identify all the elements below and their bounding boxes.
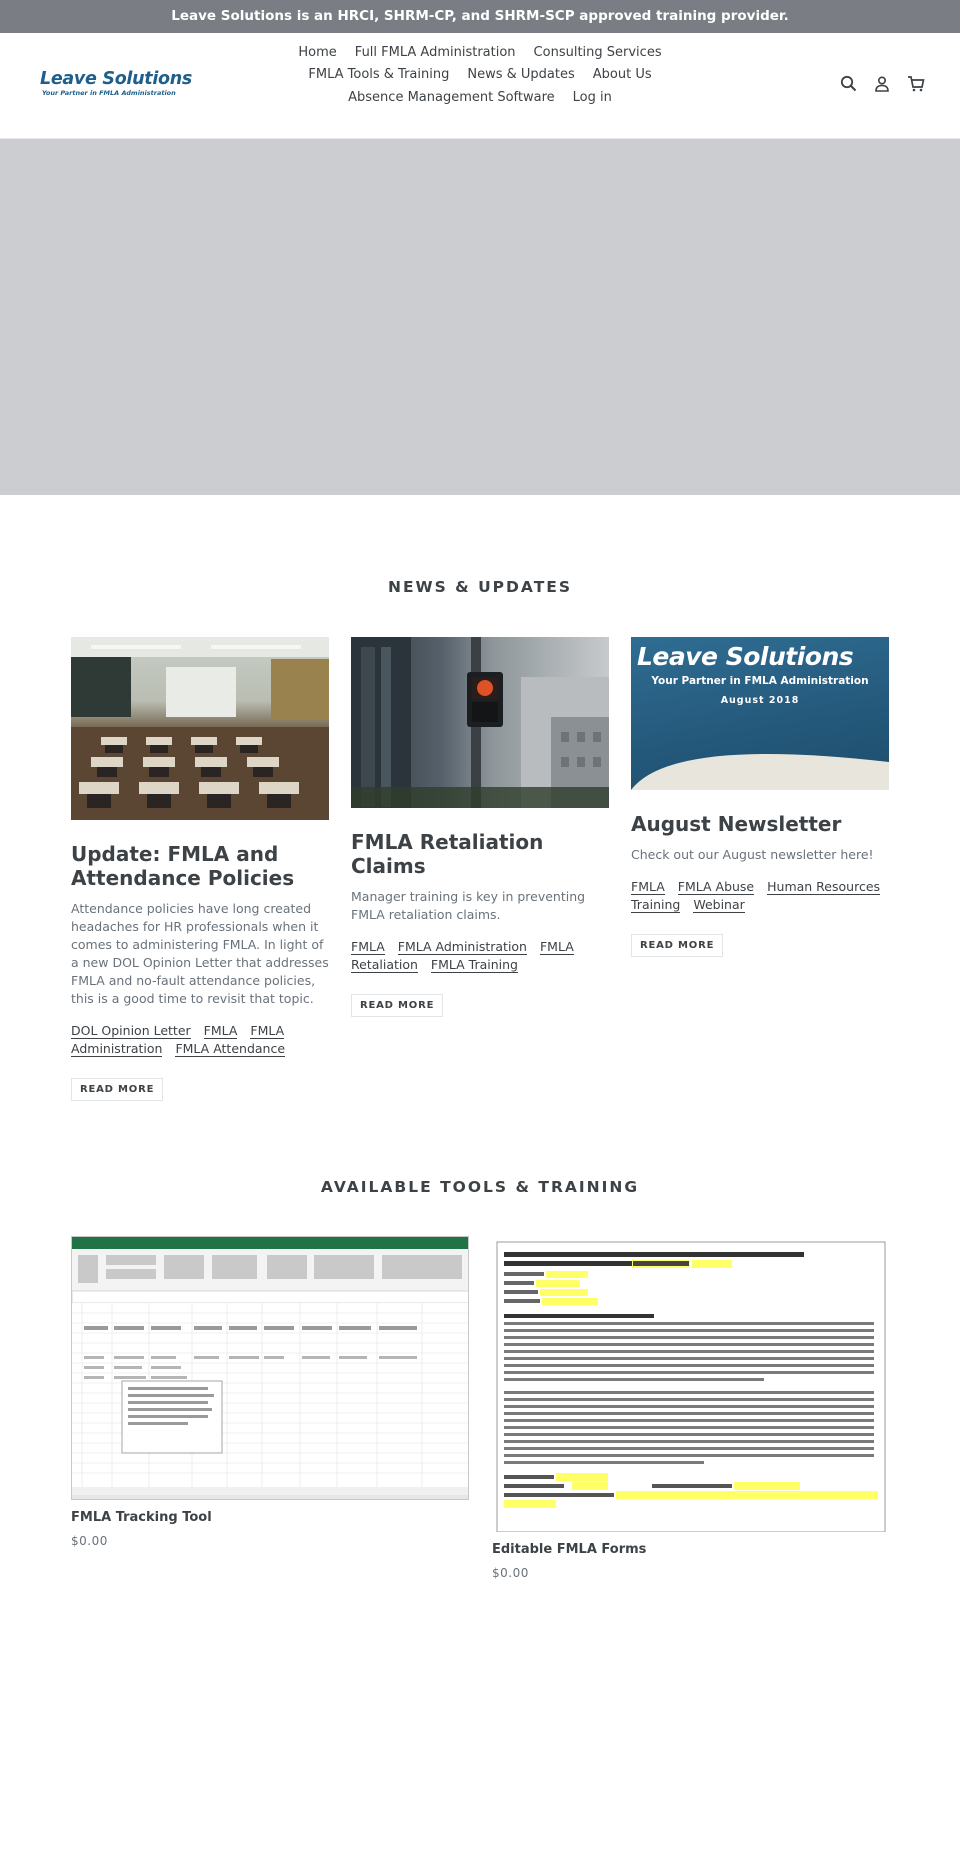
nav-log-in[interactable]: Log in [572,89,612,105]
account-icon[interactable] [872,73,892,93]
article-image-classroom[interactable] [71,637,329,820]
product-image-spreadsheet [71,1236,469,1500]
article-image-crosswalk-signal[interactable] [351,637,609,808]
tag-link[interactable]: FMLA Abuse [677,879,755,894]
article-tags [631,878,889,914]
read-more-button[interactable]: READ MORE [351,994,443,1017]
nav-home[interactable]: Home [298,44,337,60]
tag-link[interactable]: DOL Opinion Letter [71,1023,191,1038]
read-more-button[interactable]: READ MORE [71,1078,163,1101]
product-image-fmla-form [492,1236,890,1532]
nav-consulting-services[interactable]: Consulting Services [533,44,662,60]
nav-fmla-tools-training[interactable]: FMLA Tools & Training [308,67,450,83]
hero-image [0,139,960,495]
article-image-newsletter-banner[interactable] [631,637,889,790]
tag-link[interactable]: FMLA Training [430,957,518,972]
article-card [631,637,889,957]
tag-link[interactable]: FMLA [351,939,385,954]
banner-tagline: Your Partner in FMLA Administration [651,675,869,687]
announcement-text: Leave Solutions is an HRCI, SHRM-CP, and SHRM-SCP approved training provider. [171,8,789,24]
article-excerpt: Attendance policies have long created headaches for HR professionals when it comes to administering FMLA. In light of a new DOL Opinion Letter that addresses FMLA and no-fault attendance policies, this is a good time to revisit that topic. [71,901,329,1006]
header-icons [838,73,926,93]
article-title[interactable]: FMLA Retaliation Claims [351,830,544,878]
read-more-button[interactable]: READ MORE [631,934,723,957]
banner-brand: Leave Solutions [637,642,854,671]
article-title[interactable]: August Newsletter [631,812,842,836]
article-card [71,637,329,1101]
tag-link[interactable]: FMLA Retaliation [351,939,574,972]
article-title[interactable]: Update: FMLA and Attendance Policies [71,842,295,890]
nav-full-fmla-administration[interactable]: Full FMLA Administration [354,44,516,60]
nav-absence-management-software[interactable]: Absence Management Software [348,89,555,105]
announcement-bar [0,0,960,33]
product-price: $0.00 [71,1534,108,1548]
cart-icon[interactable] [906,73,926,93]
tag-link[interactable]: FMLA Administration [397,939,527,954]
product-card[interactable] [492,1236,890,1580]
logo-tagline: Your Partner in FMLA Administration [42,89,176,97]
tag-link[interactable]: FMLA [631,879,665,894]
product-title[interactable]: Editable FMLA Forms [492,1542,647,1557]
product-card[interactable] [71,1236,469,1548]
nav-about-us[interactable]: About Us [592,67,652,83]
tag-link[interactable]: FMLA Attendance [175,1041,286,1056]
product-price: $0.00 [492,1566,529,1580]
tag-link[interactable]: Webinar [693,897,745,912]
tools-section-title: AVAILABLE TOOLS & TRAINING [320,1178,640,1196]
site-header [0,33,960,139]
news-section-title: NEWS & UPDATES [387,578,573,596]
logo-name: Leave Solutions [40,69,193,89]
article-tags [71,1022,329,1058]
nav-news-updates[interactable]: News & Updates [467,67,575,83]
main-nav [290,41,670,109]
tag-link[interactable]: FMLA [203,1023,238,1038]
article-tags [351,938,609,974]
search-icon[interactable] [838,73,858,93]
tag-link[interactable]: Human Resources Training [631,879,881,912]
logo[interactable] [40,69,200,103]
tag-link[interactable]: FMLA Administration [71,1023,285,1056]
article-excerpt: Check out our August newsletter here! [631,847,874,862]
article-excerpt: Manager training is key in preventing FMLA retaliation claims. [351,889,586,922]
product-title[interactable]: FMLA Tracking Tool [71,1510,212,1525]
banner-date: August 2018 [720,695,800,706]
article-card [351,637,609,1017]
